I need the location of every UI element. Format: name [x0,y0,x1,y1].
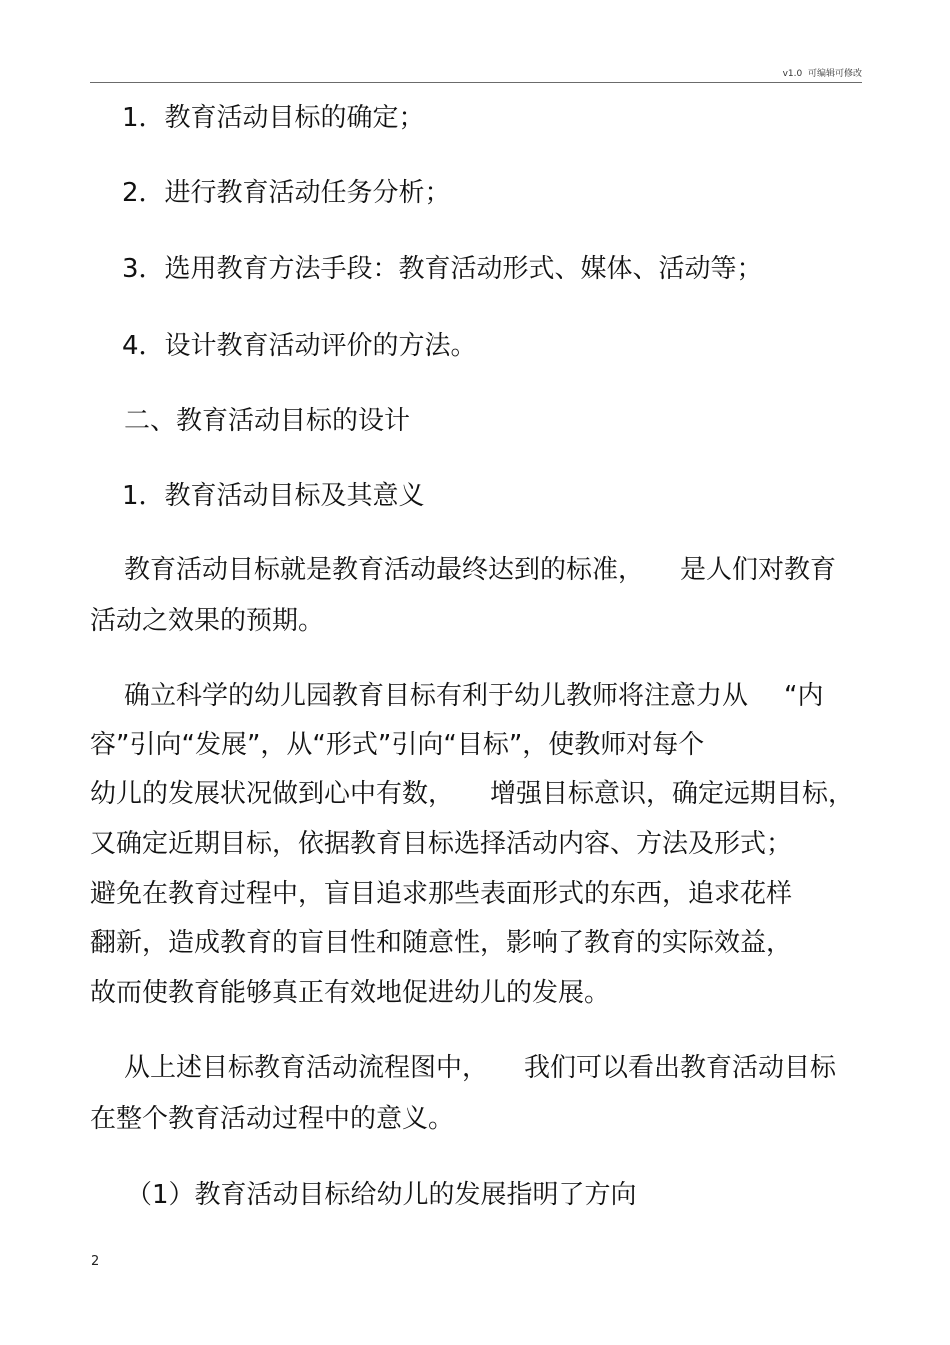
header-version-note [783,66,862,79]
para1-line2: 活动之效果的预期。 [90,606,325,636]
para2-line4: 又确定近期目标，依据教育目标选择活动内容、方法及形式； [90,829,793,859]
para2-line5: 避免在教育过程中，盲目追求那些表面形式的东西，追求花样 [90,879,793,909]
para3-line1 [124,1051,836,1085]
item-1: （1）教育活动目标给幼儿的发展指明了方向 [126,1180,637,1210]
list-item-4: 4．设计教育活动评价的方法。 [122,331,477,361]
list-item-1: 1．教育活动目标的确定； [122,103,425,133]
para2-line1-part1: 确立科学的幼儿园教育目标有利于幼儿教师将注意力从 [124,681,749,711]
para2-line3-part1: 幼儿的发展状况做到心中有数， [90,779,455,809]
para2-line3 [90,777,854,811]
list-item-2: 2．进行教育活动任务分析； [122,178,451,208]
para2-line3-part2: 增强目标意识，确定远期目标， [490,779,855,809]
para3-line1-part1: 从上述目标教育活动流程图中， [124,1053,489,1083]
para1-line1-part2: 是人们对教育 [680,555,837,585]
section-heading: 二、教育活动目标的设计 [124,406,411,436]
page-number: 2 [91,1254,100,1269]
header-note: 可编辑可修改 [807,69,862,79]
subheading: 1．教育活动目标及其意义 [122,481,425,511]
para3-line2: 在整个教育活动过程中的意义。 [90,1104,455,1134]
para2-line1 [124,679,824,713]
para1-line1 [124,553,836,587]
para2-line2: 容”引向“发展”，从“形式”引向“目标”，使教师对每个 [90,730,705,760]
header-rule [90,82,862,83]
para2-line6: 翻新，造成教育的盲目性和随意性，影响了教育的实际效益， [90,928,793,958]
para1-line1-part1: 教育活动目标就是教育活动最终达到的标准， [124,555,645,585]
list-item-3: 3．选用教育方法手段：教育活动形式、媒体、活动等； [122,254,763,284]
para2-line7: 故而使教育能够真正有效地促进幼儿的发展。 [90,978,611,1008]
header-version: v1.0 [782,69,803,79]
para2-line1-part2: “内 [784,681,824,711]
para3-line1-part2: 我们可以看出教育活动目标 [524,1053,837,1083]
